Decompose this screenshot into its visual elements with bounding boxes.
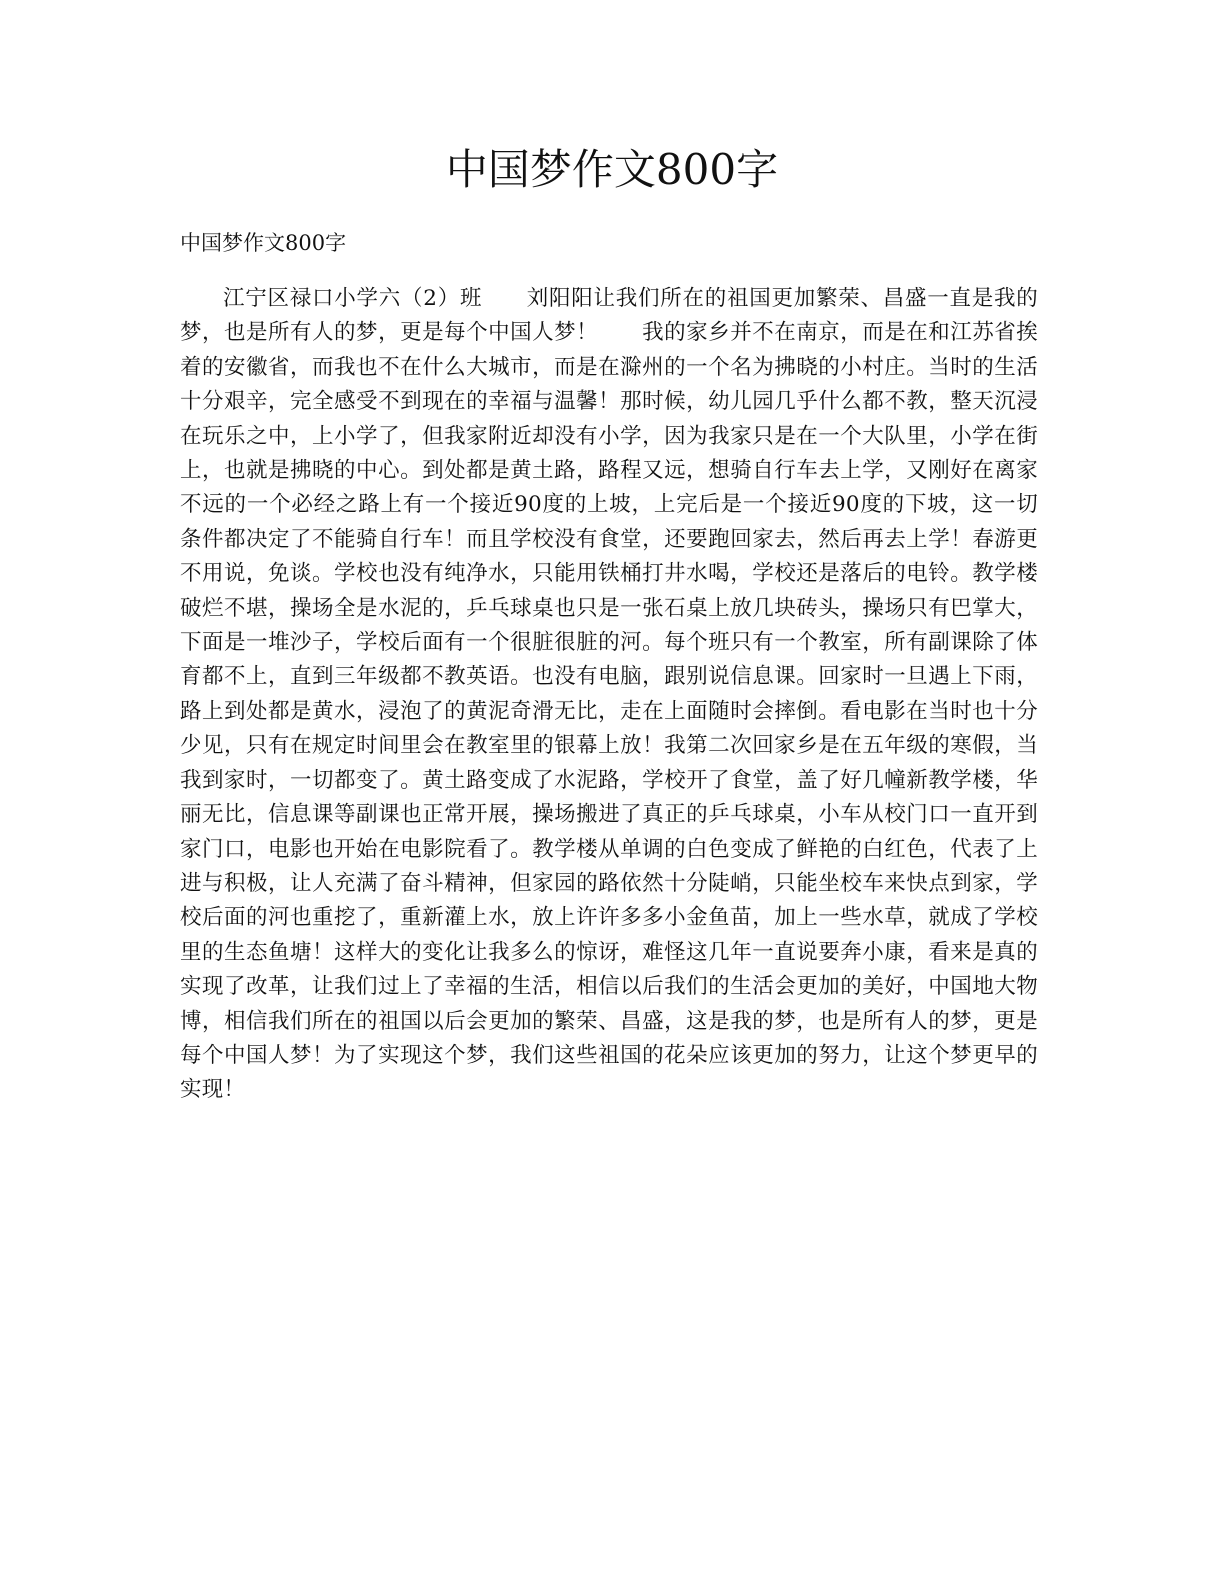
document-body: 江宁区禄口小学六（2）班 刘阳阳让我们所在的祖国更加繁荣、昌盛一直是我的梦，也是所有人的梦，更是每个中国人梦！ 我的家乡并不在南京，而是在和江苏省挨着的安徽省，而我也不在什么大城市，而是在滁州的一个名为拂晓的小村庄。当时的生活十分艰辛，完全感受不到现在的幸福与温馨！那时候，幼儿园几乎什么都不教，整天沉浸在玩乐之中，上小学了，但我家附近却没有小学，因为我家只是在一个大队里，小学在街上，也就是拂晓的中心。到处都是黄土路，路程又远，想骑自行车去上学，又刚好在离家不远的一个必经之路上有一个接近90度的上坡，上完后是一个接近90度的下坡，这一切条件都决定了不能骑自行车！而且学校没有食堂，还要跑回家去，然后再去上学！春游更不用说，免谈。学校也没有纯净水，只能用铁桶打井水喝，学校还是落后的电铃。教学楼破烂不堪，操场全是水泥的，乒乓球桌也只是一张石桌上放几块砖头，操场只有巴掌大，下面是一堆沙子，学校后面有一个很脏很脏的河。每个班只有一个教室，所有副课除了体育都不上，直到三年级都不教英语。也没有电脑，跟别说信息课。回家时一旦遇上下雨，路上到处都是黄水，浸泡了的黄泥奇滑无比，走在上面随时会摔倒。看电影在当时也十分少见，只有在规定时间里会在教室里的银幕上放！我第二次回家乡是在五年级的寒假，当我到家时，一切都变了。黄土路变成了水泥路，学校开了食堂，盖了好几幢新教学楼，华丽无比，信息课等副课也正常开展，操场搬进了真正的乒乓球桌，小车从校门口一直开到家门口，电影也开始在电影院看了。教学楼从单调的白色变成了鲜艳的白红色，代表了上进与积极，让人充满了奋斗精神，但家园的路依然十分陡峭，只能坐校车来快点到家，学校后面的河也重挖了，重新灌上水，放上许许多多小金鱼苗，加上一些水草，就成了学校里的生态鱼塘！这样大的变化让我多么的惊讶，难怪这几年一直说要奔小康，看来是真的实现了改革，让我们过上了幸福的生活，相信以后我们的生活会更加的美好，中国地大物博，相信我们所在的祖国以后会更加的繁荣、昌盛，这是我的梦，也是所有人的梦，更是每个中国人梦！为了实现这个梦，我们这些祖国的花朵应该更加的努力，让这个梦更早的实现！: [180, 286, 1038, 1103]
document-title: 中国梦作文800字: [445, 145, 779, 194]
document-subtitle: 中国梦作文800字: [180, 231, 347, 255]
